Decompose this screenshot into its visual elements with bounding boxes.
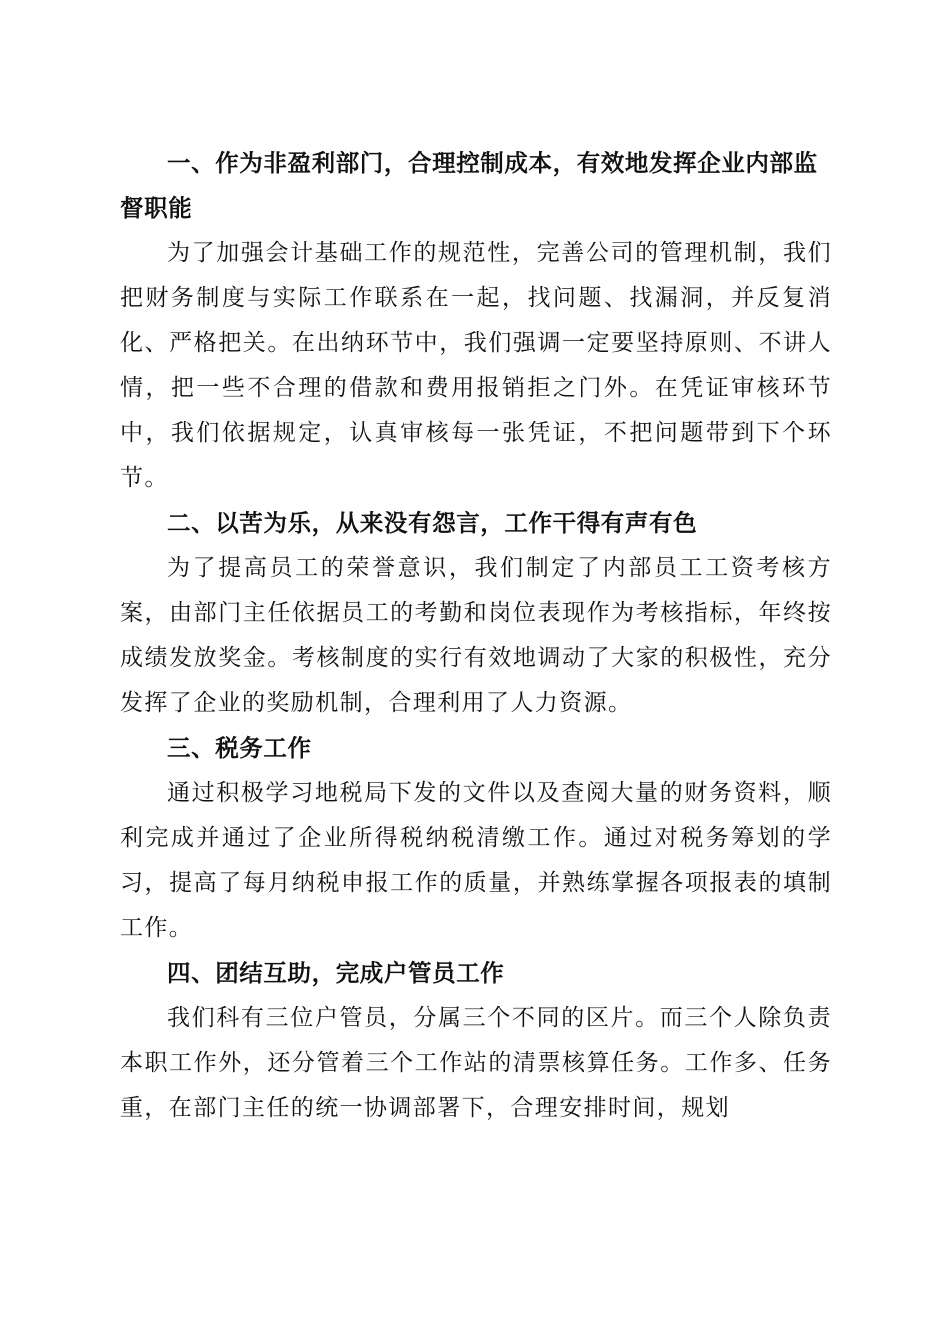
section-heading-2: 二、以苦为乐，从来没有怨言，工作干得有声有色 — [167, 509, 698, 537]
section-heading-4: 四、团结互助，完成户管员工作 — [167, 959, 505, 987]
document-body — [120, 141, 832, 1131]
section-paragraph-4: 我们科有三位户管员，分属三个不同的区片。而三个人除负责本职工作外，还分管着三个工作站的清票核算任务。工作多、任务重，在部门主任的统一协调部署下，合理安排时间，规划 — [120, 1005, 832, 1121]
section-heading-1: 一、作为非盈利部门，合理控制成本，有效地发挥企业内部监督职能 — [120, 149, 818, 222]
section-paragraph-3: 通过积极学习地税局下发的文件以及查阅大量的财务资料，顺利完成并通过了企业所得税纳税清缴工作。通过对税务筹划的学习，提高了每月纳税申报工作的质量，并熟练掌握各项报表的填制工作。 — [120, 780, 832, 941]
section-paragraph-2: 为了提高员工的荣誉意识，我们制定了内部员工工资考核方案，由部门主任依据员工的考勤和岗位表现作为考核指标，年终按成绩发放奖金。考核制度的实行有效地调动了大家的积极性，充分发挥了企业的奖励机制，合理利用了人力资源。 — [120, 555, 832, 716]
section-paragraph-1: 为了加强会计基础工作的规范性，完善公司的管理机制，我们把财务制度与实际工作联系在一起，找问题、找漏洞，并反复消化、严格把关。在出纳环节中，我们强调一定要坚持原则、不讲人情，把一些不合理的借款和费用报销拒之门外。在凭证审核环节中，我们依据规定，认真审核每一张凭证，不把问题带到下个环节。 — [120, 240, 832, 491]
section-heading-3: 三、税务工作 — [167, 734, 312, 762]
